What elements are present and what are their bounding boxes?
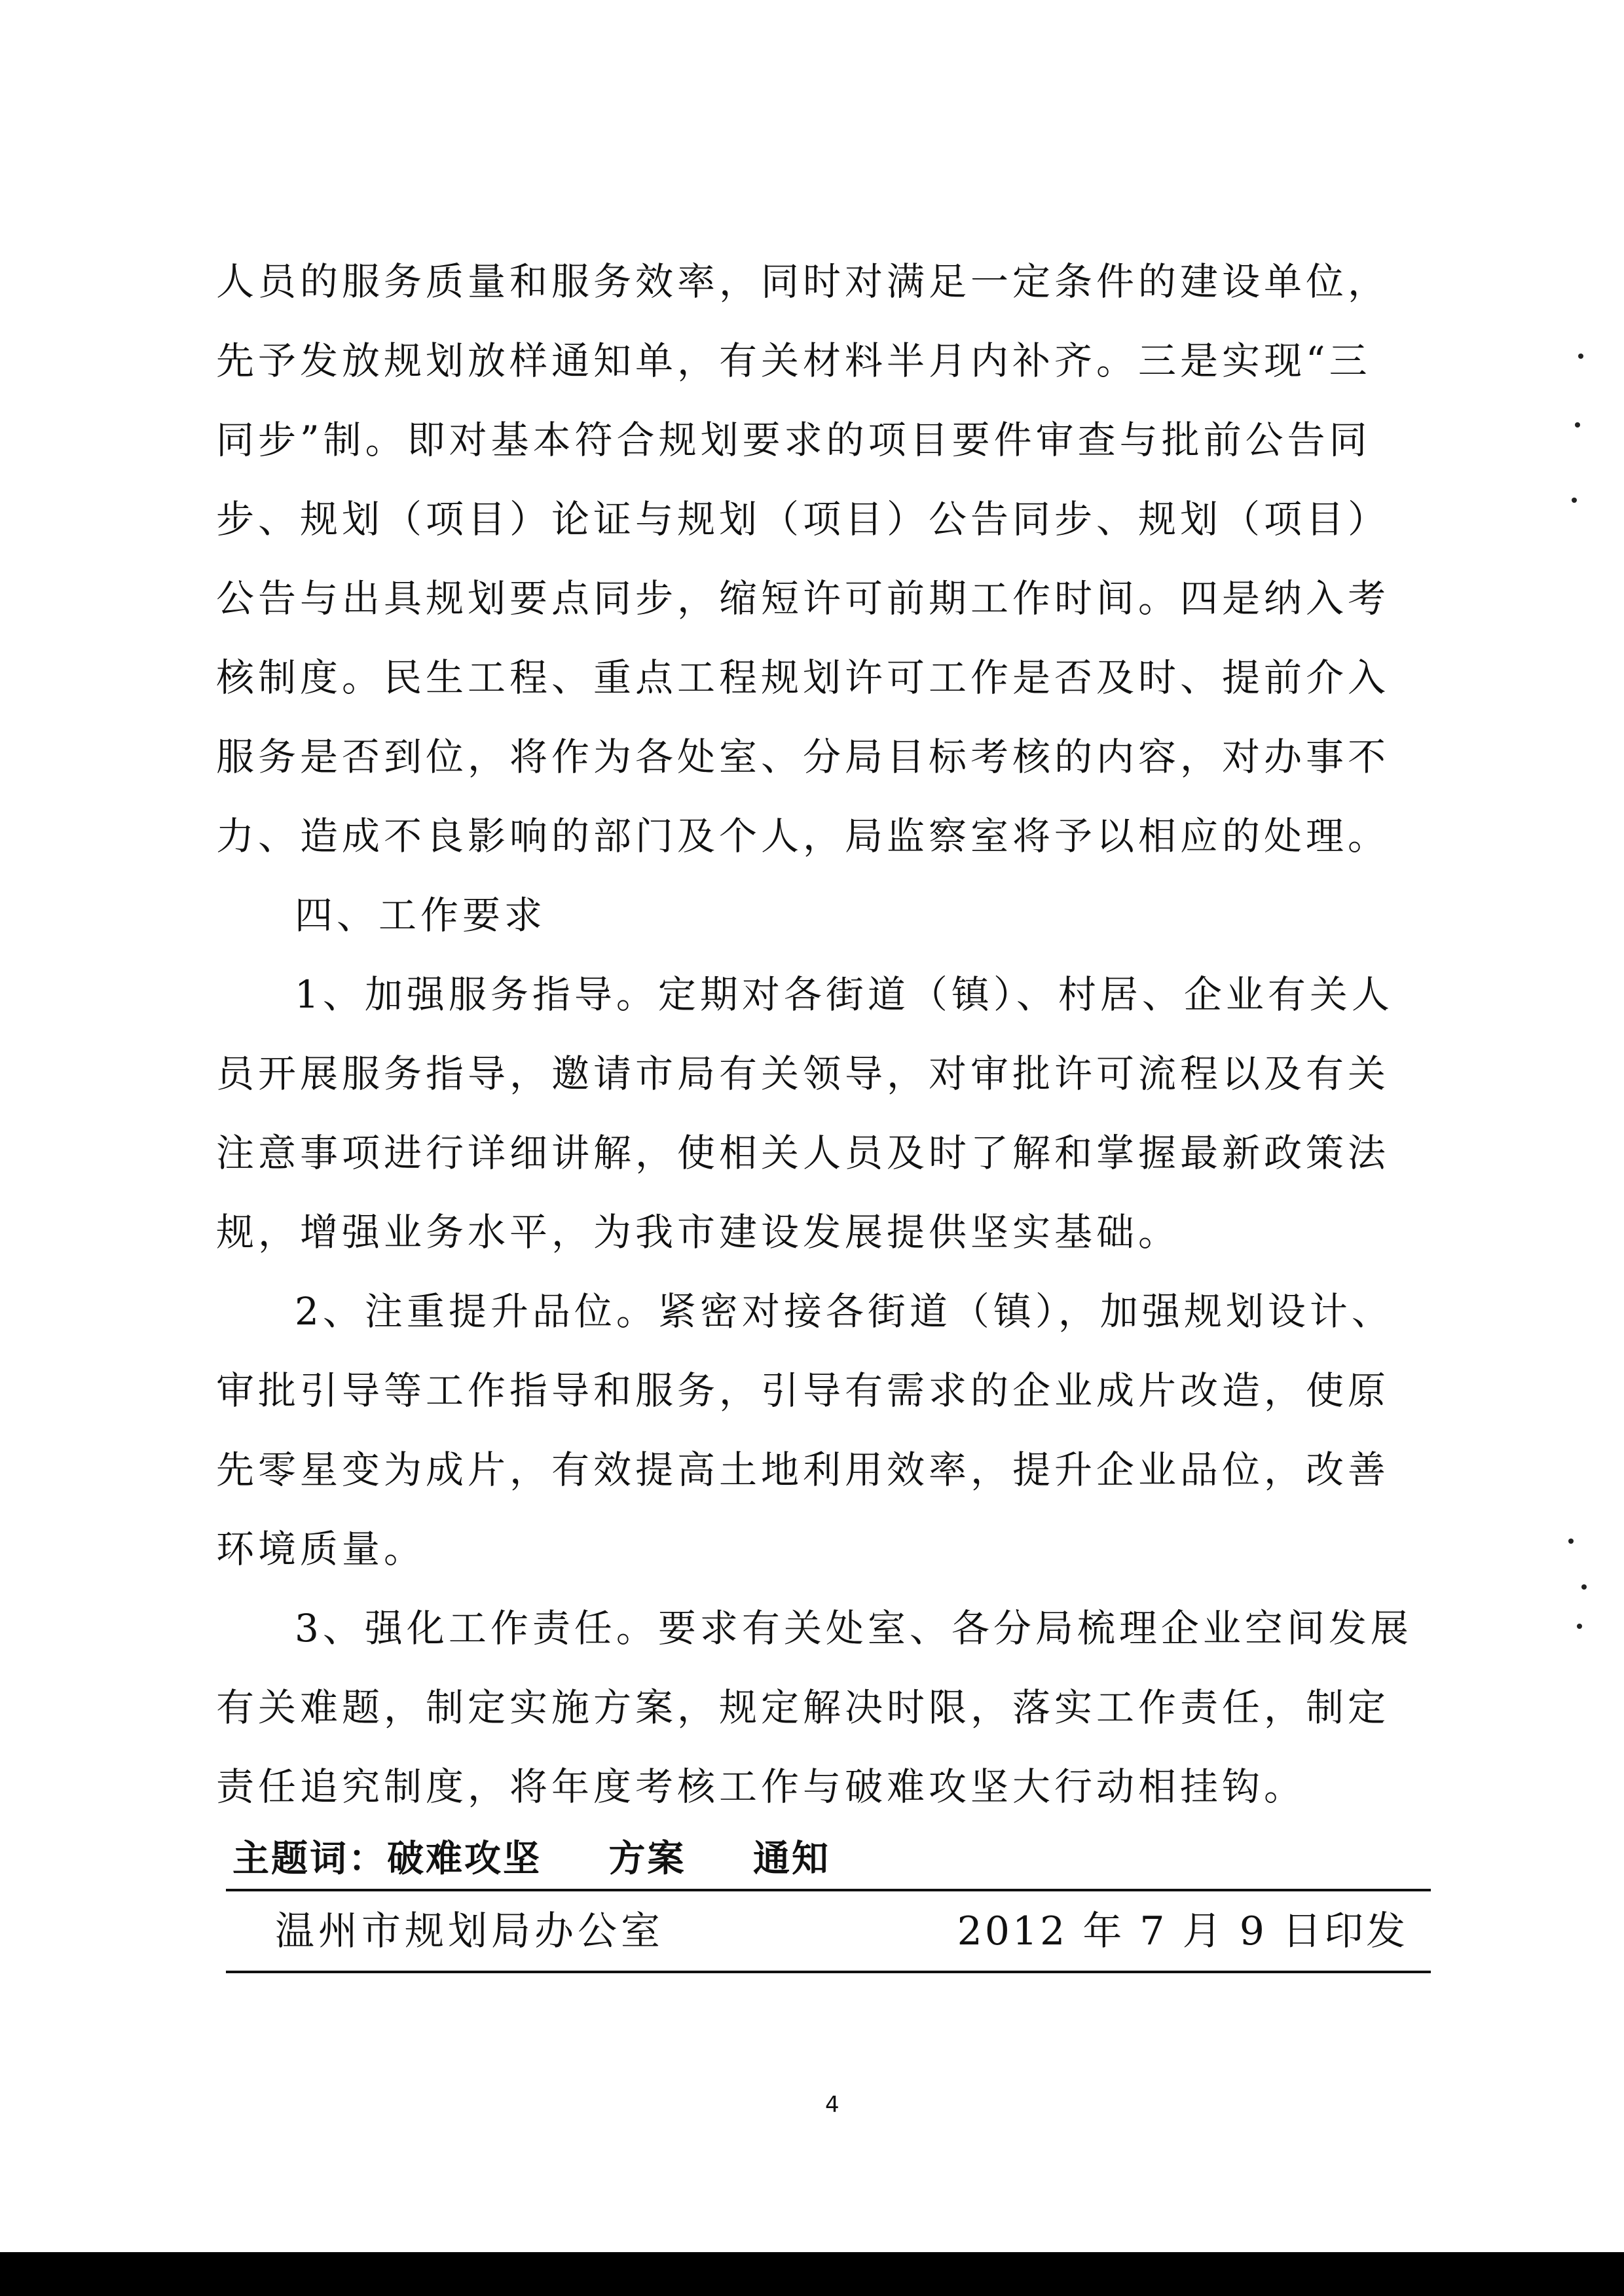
body-line: 责任追究制度，将年度考核工作与破难攻坚大行动相挂钩。 bbox=[216, 1764, 1306, 1809]
body-line: 有关难题，制定实施方案，规定解决时限，落实工作责任，制定 bbox=[216, 1685, 1390, 1730]
body-line: 注意事项进行详细讲解，使相关人员及时了解和掌握最新政策法 bbox=[216, 1131, 1390, 1175]
keyword-notice: 通知 bbox=[753, 1838, 830, 1880]
body-line: 同步”制。即对基本符合规划要求的项目要件审查与批前公告同 bbox=[216, 418, 1371, 462]
body-line: 2、注重提升品位。紧密对接各街道（镇），加强规划设计、 bbox=[295, 1289, 1393, 1334]
body-line: 员开展服务指导，邀请市局有关领导，对审批许可流程以及有关 bbox=[216, 1051, 1390, 1096]
body-line: 步、规划（项目）论证与规划（项目）公告同步、规划（项目） bbox=[216, 497, 1390, 541]
keyword-plan: 方案 bbox=[608, 1838, 686, 1880]
scan-speck bbox=[1572, 498, 1577, 503]
body-line: 核制度。民生工程、重点工程规划许可工作是否及时、提前介入 bbox=[216, 655, 1390, 700]
issue-date: 2012 年 7 月 9 日印发 bbox=[957, 1908, 1408, 1954]
subject-keywords bbox=[232, 1830, 883, 1889]
scan-speck bbox=[1568, 1539, 1574, 1544]
keywords-label: 主题词：破难攻坚 bbox=[232, 1838, 542, 1880]
scan-speck bbox=[1578, 354, 1583, 359]
bottom-divider bbox=[226, 1971, 1431, 1973]
body-line: 环境质量。 bbox=[216, 1527, 426, 1571]
scan-speck bbox=[1581, 1584, 1587, 1590]
scan-speck bbox=[1575, 422, 1580, 428]
body-line: 规，增强业务水平，为我市建设发展提供坚实基础。 bbox=[216, 1210, 1181, 1254]
body-line: 先予发放规划放样通知单，有关材料半月内补齐。三是实现“三 bbox=[216, 338, 1371, 383]
body-line: 先零星变为成片，有效提高土地利用效率，提升企业品位，改善 bbox=[216, 1448, 1390, 1492]
scan-bottom-edge bbox=[0, 2252, 1624, 2296]
scan-speck bbox=[1577, 1624, 1582, 1629]
body-line: 公告与出具规划要点同步，缩短许可前期工作时间。四是纳入考 bbox=[216, 576, 1390, 621]
body-line: 审批引导等工作指导和服务，引导有需求的企业成片改造，使原 bbox=[216, 1368, 1390, 1413]
top-divider bbox=[226, 1889, 1431, 1891]
body-line: 服务是否到位，将作为各处室、分局目标考核的内容，对办事不 bbox=[216, 735, 1390, 779]
page-number: 4 bbox=[825, 2092, 840, 2118]
body-line: 四、工作要求 bbox=[295, 893, 547, 938]
body-line: 1、加强服务指导。定期对各街道（镇）、村居、企业有关人 bbox=[295, 972, 1393, 1017]
body-line: 3、强化工作责任。要求有关处室、各分局梳理企业空间发展 bbox=[295, 1606, 1412, 1650]
issuing-office: 温州市规划局办公室 bbox=[275, 1908, 664, 1954]
body-line: 人员的服务质量和服务效率，同时对满足一定条件的建设单位， bbox=[216, 259, 1390, 304]
body-line: 力、造成不良影响的部门及个人，局监察室将予以相应的处理。 bbox=[216, 814, 1390, 858]
